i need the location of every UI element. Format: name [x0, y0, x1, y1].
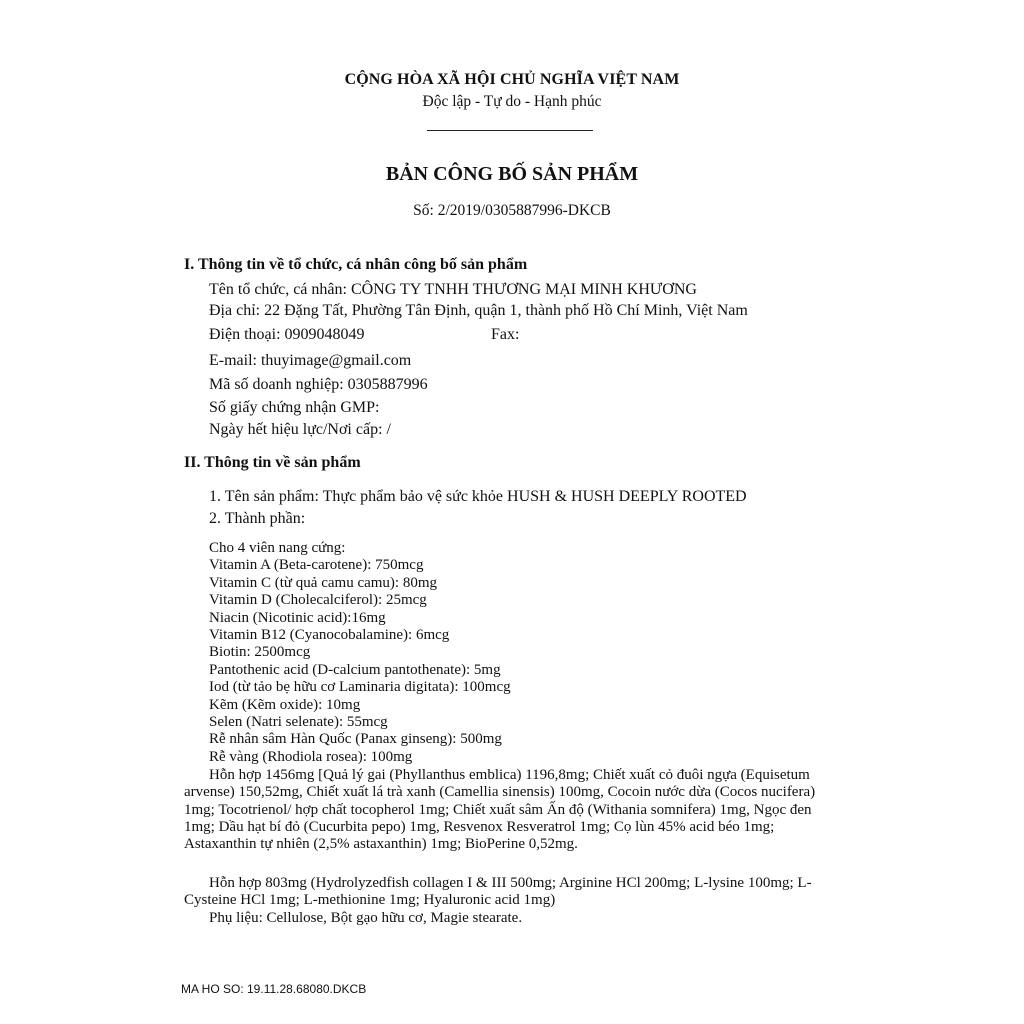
organization-fax: Fax: [491, 326, 520, 343]
national-motto: Độc lập - Tự do - Hạnh phúc [422, 93, 602, 110]
ingredient-line: Vitamin A (Beta-carotene): 750mcg [209, 557, 424, 574]
ingredient-line: Vitamin D (Cholecalciferol): 25mcg [209, 592, 427, 609]
organization-email: E-mail: thuyimage@gmail.com [209, 352, 412, 369]
ingredient-line: Niacin (Nicotinic acid):16mg [209, 609, 386, 626]
organization-name: Tên tổ chức, cá nhân: CÔNG TY TNHH THƯƠNG MẠI MINH KHƯƠNG [209, 281, 697, 298]
ingredient-line: Vitamin B12 (Cyanocobalamine): 6mcg [209, 626, 450, 643]
section-1-heading: I. Thông tin về tổ chức, cá nhân công bố sản phẩm [184, 256, 528, 273]
ingredient-line: Kẽm (Kẽm oxide): 10mg [209, 696, 361, 713]
ingredient-line: Cho 4 viên nang cứng: [209, 540, 346, 556]
product-name: 1. Tên sản phẩm: Thực phẩm bảo vệ sức khỏe HUSH & HUSH DEEPLY ROOTED [209, 488, 747, 505]
ingredient-line: Vitamin C (từ quả camu camu): 80mg [209, 574, 438, 591]
expiry-issuer: Ngày hết hiệu lực/Nơi cấp: / [209, 421, 391, 438]
ingredient-line: Pantothenic acid (D-calcium pantothenate): 5mg [209, 661, 501, 678]
blend-803mg: Hỗn hợp 803mg (Hydrolyzedfish collagen I & III 500mg; Arginine HCl 200mg; L-lysine 100mg; L-Cysteine HCl 1mg; L-methionine 1mg; Hyaluronic acid 1mg) [184, 875, 812, 909]
organization-address: Địa chỉ: 22 Đặng Tất, Phường Tân Định, quận 1, thành phố Hồ Chí Minh, Việt Nam [209, 302, 748, 319]
record-code: MA HO SO: 19.11.28.68080.DKCB [181, 982, 367, 996]
ingredient-line: Rễ vàng (Rhodiola rosea): 100mg [209, 748, 413, 765]
ingredient-line: Iod (từ tảo bẹ hữu cơ Laminaria digitata): 100mcg [209, 679, 511, 696]
national-title: CỘNG HÒA XÃ HỘI CHỦ NGHĨA VIỆT NAM [344, 71, 680, 88]
header-divider [427, 130, 593, 131]
document-number: Số: 2/2019/0305887996-DKCB [413, 202, 611, 219]
organization-phone: Điện thoại: 0909048049 [209, 326, 365, 343]
excipients: Phụ liệu: Cellulose, Bột gạo hữu cơ, Magie stearate. [209, 910, 523, 926]
gmp-certificate: Số giấy chứng nhận GMP: [209, 399, 380, 416]
document-title: BẢN CÔNG BỐ SẢN PHẨM [385, 163, 639, 185]
ingredient-line: Rễ nhân sâm Hàn Quốc (Panax ginseng): 500mg [209, 731, 502, 748]
ingredient-line: Biotin: 2500mcg [209, 644, 311, 661]
blend-1456mg: Hỗn hợp 1456mg [Quả lý gai (Phyllanthus emblica) 1196,8mg; Chiết xuất cỏ đuôi ngựa (Equisetum arvense) 150,52mg, Chiết xuất lá trà xanh (Camellia sinensis) 100mg, Cocoin nước dừa (Cocos nucifera) 1mg; Tocotrienol/ hợp chất tocopherol 1mg; Chiết xuất sâm Ấn độ (Withania somnifera) 1mg, Ngọc đen 1mg; Dầu hạt bí đỏ (Cucurbita pepo) 1mg, Resvenox Resveratrol 1mg; Cọ lùn 45% acid béo 1mg; Astaxanthin tự nhiên (2,5% astaxanthin) 1mg; BioPerine 0,52mg. [184, 767, 816, 853]
ingredient-list [209, 540, 511, 766]
section-2-heading: II. Thông tin về sản phẩm [184, 454, 361, 471]
business-code: Mã số doanh nghiệp: 0305887996 [209, 376, 428, 393]
ingredients-label: 2. Thành phần: [209, 510, 306, 527]
ingredient-line: Selen (Natri selenate): 55mcg [209, 713, 388, 730]
